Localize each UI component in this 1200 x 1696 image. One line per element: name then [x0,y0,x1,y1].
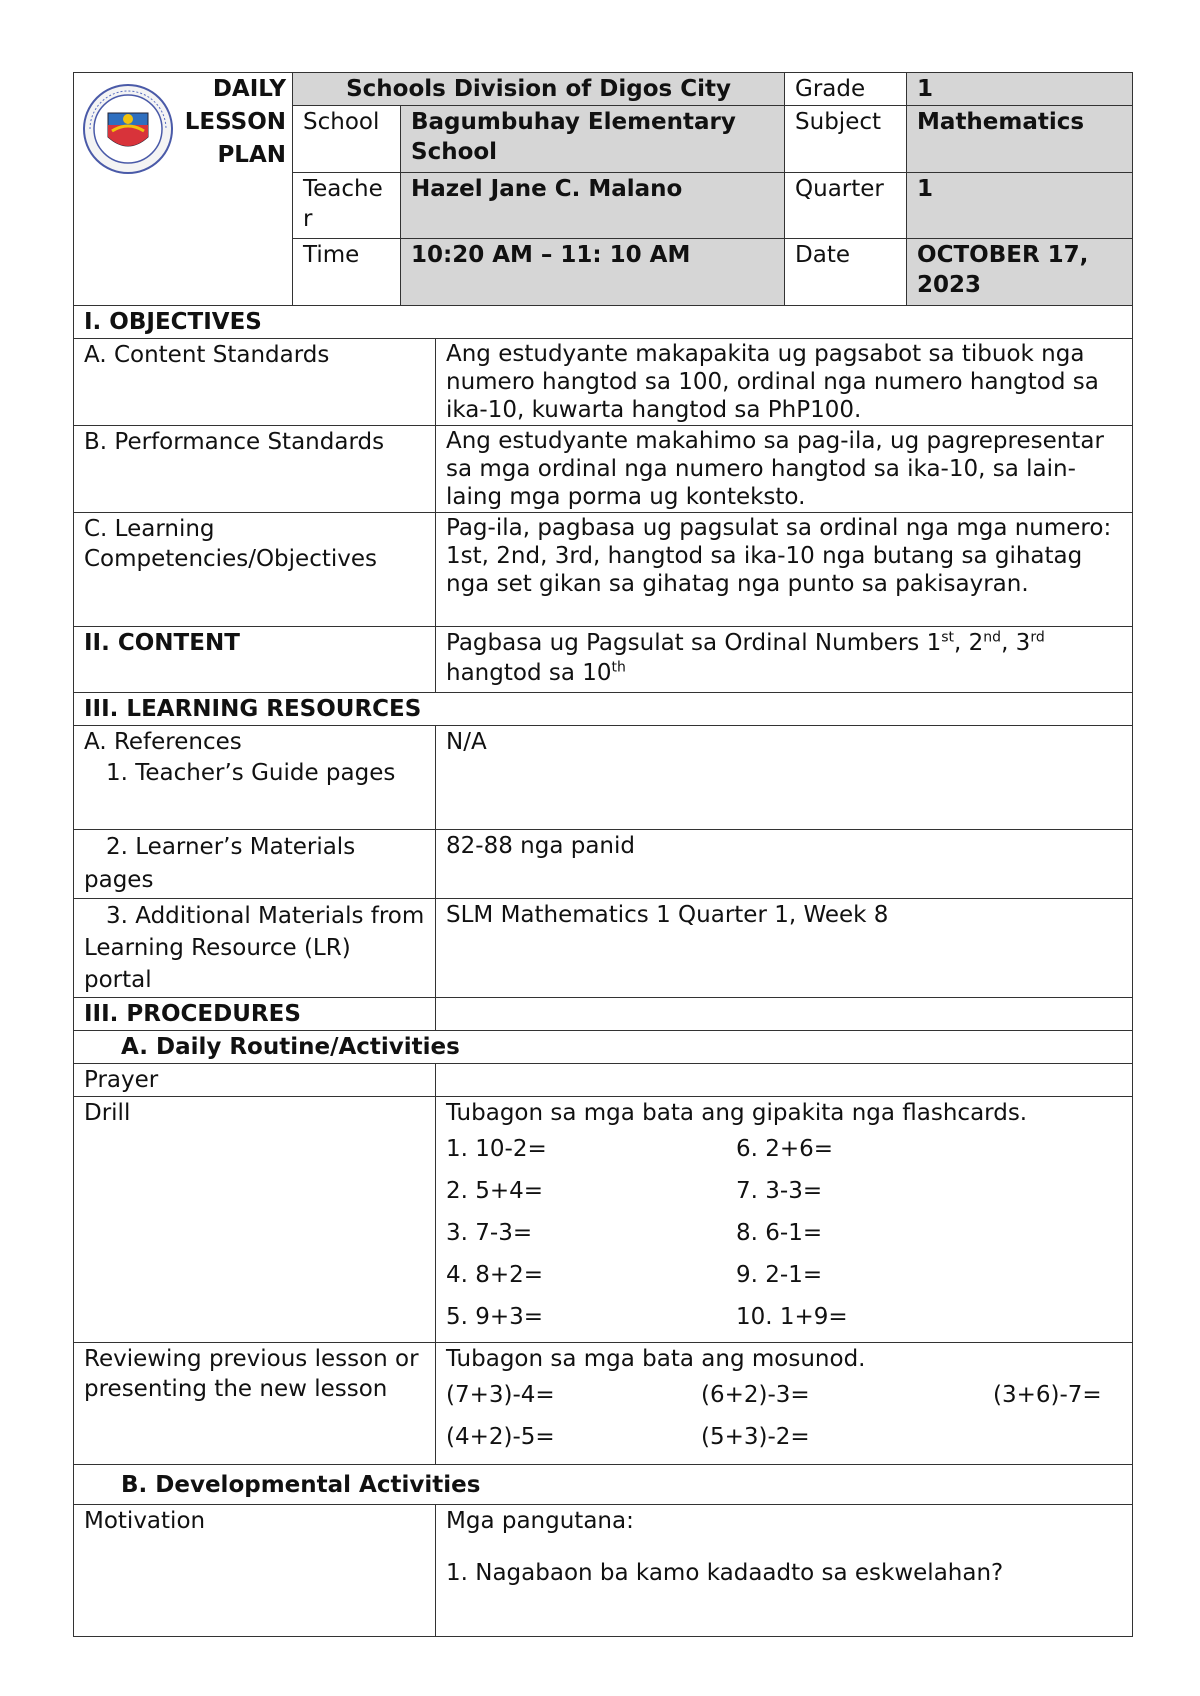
title-daily: DAILY [212,76,286,102]
drill-items [446,1134,1122,1332]
drill-item: 4. 8+2= [446,1262,544,1288]
review-item: (7+3)-4= [446,1382,555,1408]
learners-materials-value: 82-88 nga panid [436,830,1133,899]
teacher-label: Teacher [293,172,401,239]
review-item: (4+2)-5= [446,1424,555,1450]
drill-item: 9. 2-1= [736,1262,823,1288]
school-label: School [293,106,401,173]
motivation-question: 1. Nagabaon ba kamo kadaadto sa eskwelahan? [446,1560,1004,1586]
quarter-value: 1 [907,172,1133,239]
lesson-plan-page [73,72,1132,1637]
drill-label: Drill [74,1097,436,1343]
competencies-value: Pag-ila, pagbasa ug pagsulat sa ordinal nga mga numero: 1st, 2nd, 3rd, hangtod sa ika-10 nga butang sa gihatag nga set gikan sa gihatag nga punto sa pakisayran. [436,513,1133,627]
drill-item: 5. 9+3= [446,1304,544,1330]
content-standards-label: A. Content Standards [74,339,436,426]
motivation-cell [436,1505,1133,1637]
drill-item: 6. 2+6= [736,1136,834,1162]
division-name: Schools Division of Digos City [293,73,785,106]
subject-label: Subject [785,106,907,173]
procedures-heading: III. PROCEDURES [74,998,436,1031]
competencies-label: C. Learning Competencies/Objectives [74,513,436,627]
content-standards-value: Ang estudyante makapakita ug pagsabot sa tibuok nga numero hangtod sa 100, ordinal nga numero hangtod sa ika-10, kuwarta hangtod sa PhP100. [436,339,1133,426]
time-value: 10:20 AM – 11: 10 AM [401,239,785,306]
motivation-label: Motivation [74,1505,436,1637]
references-label: A. References [84,729,242,755]
grade-value: 1 [907,73,1133,106]
performance-standards-value: Ang estudyante makahimo sa pag-ila, ug pagrepresentar sa mga ordinal nga numero hangtod sa ika-10, sa lain-laing mga porma ug konteksto. [436,426,1133,513]
review-label: Reviewing previous lesson or presenting the new lesson [74,1343,436,1465]
review-item: (6+2)-3= [701,1382,810,1408]
division-seal-icon [82,83,174,175]
drill-item: 8. 6-1= [736,1220,823,1246]
review-intro: Tubagon sa mga bata ang mosunod. [446,1346,866,1372]
teachers-guide-value: N/A [436,726,1133,830]
prayer-label: Prayer [74,1064,436,1097]
drill-cell [436,1097,1133,1343]
additional-materials-label: 3. Additional Materials from Learning Resource (LR) portal [74,899,436,998]
drill-item: 7. 3-3= [736,1178,823,1204]
review-item: (3+6)-7= [993,1382,1102,1408]
learning-resources-heading: III. LEARNING RESOURCES [74,693,1133,726]
teacher-value: Hazel Jane C. Malano [401,172,785,239]
performance-standards-label: B. Performance Standards [74,426,436,513]
drill-item: 10. 1+9= [736,1304,848,1330]
review-item: (5+3)-2= [701,1424,810,1450]
time-label: Time [293,239,401,306]
developmental-heading: B. Developmental Activities [74,1465,1133,1505]
additional-materials-value: SLM Mathematics 1 Quarter 1, Week 8 [436,899,1133,998]
procedures-empty [436,998,1133,1031]
content-heading: II. CONTENT [74,627,436,693]
prayer-value [436,1064,1133,1097]
school-value: Bagumbuhay Elementary School [401,106,785,173]
motivation-intro: Mga pangutana: [446,1508,634,1534]
drill-item: 2. 5+4= [446,1178,544,1204]
review-items [446,1380,1122,1452]
header-logo-cell [74,73,293,306]
date-label: Date [785,239,907,306]
objectives-heading: I. OBJECTIVES [74,306,1133,339]
daily-routine-heading: A. Daily Routine/Activities [74,1031,1133,1064]
title-plan: PLAN [217,142,286,168]
subject-value: Mathematics [907,106,1133,173]
review-cell [436,1343,1133,1465]
drill-item: 1. 10-2= [446,1136,547,1162]
drill-item: 3. 7-3= [446,1220,533,1246]
grade-label: Grade [785,73,907,106]
references-label-cell [74,726,436,830]
quarter-label: Quarter [785,172,907,239]
teachers-guide-label: 1. Teacher’s Guide pages [106,760,396,786]
review-item [993,1422,1122,1452]
title-lesson: LESSON [184,109,286,135]
lesson-plan-table [73,72,1133,1637]
date-value: OCTOBER 17, 2023 [907,239,1133,306]
content-value: Pagbasa ug Pagsulat sa Ordinal Numbers 1st, 2nd, 3rd hangtod sa 10th [436,627,1133,693]
learners-materials-label: 2. Learner’s Materials pages [74,830,436,899]
drill-intro: Tubagon sa mga bata ang gipakita nga flashcards. [446,1100,1028,1126]
